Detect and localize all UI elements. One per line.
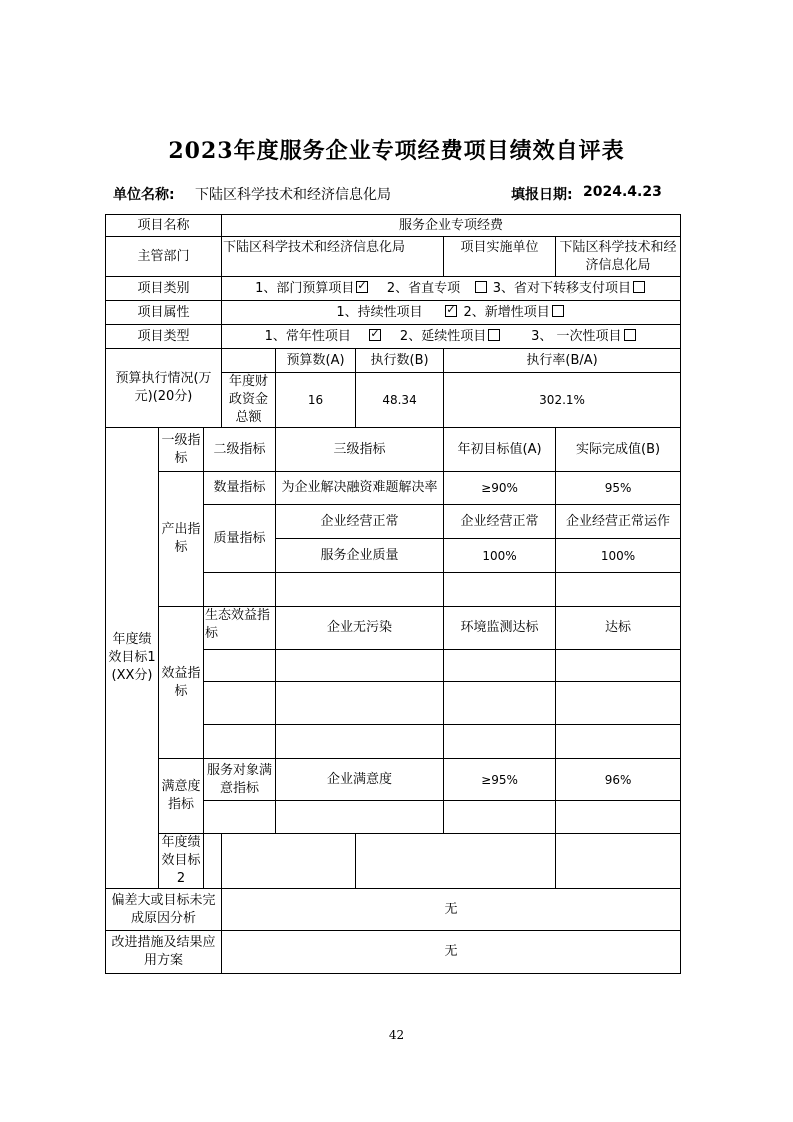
- empty-cell: [444, 725, 556, 759]
- service-target: ≥95%: [444, 759, 556, 801]
- eco-indicator-label: 生态效益指标: [204, 607, 276, 650]
- empty-cell: [204, 650, 276, 682]
- empty-cell: [276, 725, 444, 759]
- attribute-options: [222, 301, 681, 325]
- checkbox-icon: [475, 281, 487, 293]
- indicator-row: [106, 759, 681, 801]
- header-info-row: [113, 184, 683, 204]
- quality2-target: 100%: [444, 539, 556, 573]
- level3-header: 三级指标: [276, 428, 444, 472]
- project-name-value: 服务企业专项经费: [222, 215, 681, 237]
- empty-cell: [276, 682, 444, 725]
- empty-cell: [556, 650, 681, 682]
- category-label: 项目类别: [106, 277, 222, 301]
- annual-target-2-label: 年度绩效目标2: [159, 834, 204, 889]
- type-options: [222, 325, 681, 349]
- category-options: [222, 277, 681, 301]
- empty-cell: [556, 573, 681, 607]
- unit-value: 下陆区科学技术和经济信息化局: [195, 187, 391, 203]
- target-header: 年初目标值(A): [444, 428, 556, 472]
- service-level3: 企业满意度: [276, 759, 444, 801]
- project-name-row: [106, 215, 681, 237]
- eco-level3: 企业无污染: [276, 607, 444, 650]
- empty-cell: [556, 725, 681, 759]
- satisfaction-indicator-label: 满意度指标: [159, 759, 204, 834]
- annual-target-2-row: [106, 834, 681, 889]
- level2-header: 二级指标: [204, 428, 276, 472]
- indicators-header-row: [106, 428, 681, 472]
- indicator-row: [106, 607, 681, 650]
- page-number: 42: [388, 1028, 405, 1042]
- category-option-1: 1、部门预算项目: [255, 280, 355, 296]
- quality2-level3: 服务企业质量: [276, 539, 444, 573]
- attribute-option-1: 1、持续性项目: [336, 304, 423, 320]
- eco-actual: 达标: [556, 607, 681, 650]
- department-row: [106, 237, 681, 277]
- budget-rate-value: 302.1%: [444, 373, 681, 428]
- fill-date-label: 填报日期:: [511, 187, 573, 203]
- impl-unit-label: 项目实施单位: [444, 237, 556, 277]
- quality1-actual: 企业经营正常运作: [556, 505, 681, 539]
- empty-cell: [222, 834, 356, 889]
- budget-exec-value: 48.34: [356, 373, 444, 428]
- service-indicator-label: 服务对象满意指标: [204, 759, 276, 801]
- indicator-row: [106, 472, 681, 505]
- attribute-option-2: 2、新增性项目: [463, 304, 550, 320]
- budget-amount-value: 16: [276, 373, 356, 428]
- empty-cell: [204, 725, 276, 759]
- empty-cell: [204, 801, 276, 834]
- dept-value: 下陆区科学技术和经济信息化局: [222, 237, 444, 277]
- checked-checkbox-icon: [356, 281, 368, 293]
- deviation-row: [106, 889, 681, 931]
- budget-exec-header: 执行数(B): [356, 349, 444, 373]
- empty-cell: [356, 834, 556, 889]
- quality1-level3: 企业经营正常: [276, 505, 444, 539]
- budget-row-label: 年度财政资金总额: [222, 373, 276, 428]
- type-label: 项目类型: [106, 325, 222, 349]
- empty-cell: [444, 682, 556, 725]
- deviation-value: 无: [222, 889, 681, 931]
- checked-checkbox-icon: [445, 305, 457, 317]
- empty-cell: [276, 801, 444, 834]
- benefit-indicator-label: 效益指标: [159, 607, 204, 759]
- empty-cell: [444, 573, 556, 607]
- impl-unit-value: 下陆区科学技术和经济信息化局: [556, 237, 681, 277]
- checkbox-icon: [552, 305, 564, 317]
- quality-indicator-label: 质量指标: [204, 505, 276, 573]
- empty-cell: [204, 834, 222, 889]
- deviation-label: 偏差大或目标未完成原因分析: [106, 889, 222, 931]
- fill-date-value: 2024.4.23: [583, 184, 662, 200]
- type-option-1: 1、常年性项目: [264, 328, 351, 344]
- budget-empty-cell: [222, 349, 276, 373]
- type-row: [106, 325, 681, 349]
- quantity-actual: 95%: [556, 472, 681, 505]
- checked-checkbox-icon: [369, 329, 381, 341]
- unit-label: 单位名称:: [113, 187, 175, 203]
- attribute-row: [106, 301, 681, 325]
- empty-cell: [556, 801, 681, 834]
- checkbox-icon: [488, 329, 500, 341]
- eco-target: 环境监测达标: [444, 607, 556, 650]
- empty-cell: [204, 682, 276, 725]
- actual-header: 实际完成值(B): [556, 428, 681, 472]
- empty-cell: [444, 650, 556, 682]
- service-actual: 96%: [556, 759, 681, 801]
- type-option-2: 2、延续性项目: [399, 328, 487, 344]
- empty-cell: [556, 834, 681, 889]
- category-option-3: 3、省对下转移支付项目: [492, 280, 632, 296]
- quantity-level3: 为企业解决融资难题解决率: [276, 472, 444, 505]
- empty-cell: [276, 650, 444, 682]
- budget-label: 预算执行情况(万元)(20分): [106, 349, 222, 428]
- evaluation-table: [105, 214, 681, 974]
- empty-cell: [204, 573, 276, 607]
- improvement-label: 改进措施及结果应用方案: [106, 931, 222, 974]
- checkbox-icon: [633, 281, 645, 293]
- level1-header: 一级指标: [159, 428, 204, 472]
- project-name-label: 项目名称: [106, 215, 222, 237]
- empty-cell: [556, 682, 681, 725]
- empty-cell: [276, 573, 444, 607]
- quality2-actual: 100%: [556, 539, 681, 573]
- empty-cell: [444, 801, 556, 834]
- quantity-indicator-label: 数量指标: [204, 472, 276, 505]
- annual-target-1-label: 年度绩效目标1(XX分): [106, 428, 159, 889]
- category-option-2: 2、省直专项: [386, 280, 461, 296]
- dept-label: 主管部门: [106, 237, 222, 277]
- improvement-row: [106, 931, 681, 974]
- budget-amount-header: 预算数(A): [276, 349, 356, 373]
- type-option-3: 3、 一次性项目: [531, 328, 622, 344]
- quality1-target: 企业经营正常: [444, 505, 556, 539]
- improvement-value: 无: [222, 931, 681, 974]
- output-indicator-label: 产出指标: [159, 472, 204, 607]
- category-row: [106, 277, 681, 301]
- attribute-label: 项目属性: [106, 301, 222, 325]
- budget-rate-header: 执行率(B/A): [444, 349, 681, 373]
- quantity-target: ≥90%: [444, 472, 556, 505]
- page-title: 2023年度服务企业专项经费项目绩效自评表: [168, 138, 625, 164]
- checkbox-icon: [624, 329, 636, 341]
- budget-header-row: [106, 349, 681, 373]
